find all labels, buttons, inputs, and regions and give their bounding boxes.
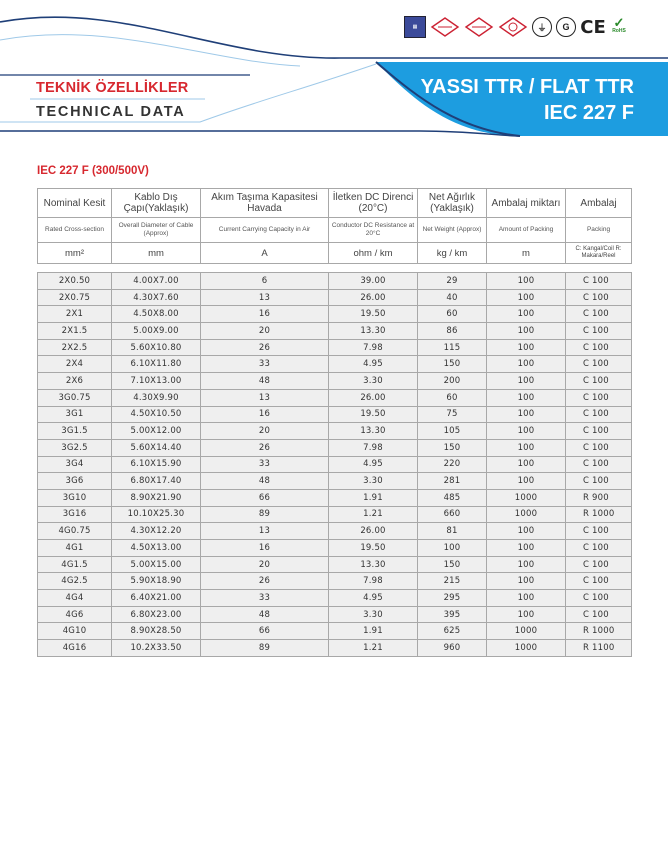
tse-icon bbox=[498, 17, 528, 37]
table-cell: 4G4 bbox=[38, 590, 112, 607]
column-subheader: Amount of Packing bbox=[487, 218, 566, 243]
table-cell: R 1100 bbox=[566, 640, 632, 657]
table-cell: 4.30X9.90 bbox=[112, 389, 201, 406]
table-cell: 4G6 bbox=[38, 606, 112, 623]
tse-circle-icon: G bbox=[556, 17, 576, 37]
table-cell: 6.40X21.00 bbox=[112, 590, 201, 607]
table-cell: 150 bbox=[418, 356, 487, 373]
table-cell: 2X1 bbox=[38, 306, 112, 323]
unit-label: m bbox=[487, 243, 566, 264]
table-cell: 6 bbox=[201, 273, 329, 290]
table-cell: 7.98 bbox=[329, 339, 418, 356]
product-standard: IEC 227 F bbox=[543, 102, 634, 124]
table-cell: 100 bbox=[487, 423, 566, 440]
table-cell: 660 bbox=[418, 506, 487, 523]
table-cell: C 100 bbox=[566, 606, 632, 623]
ground-icon: ⏚ bbox=[532, 17, 552, 37]
table-cell: 1.21 bbox=[329, 640, 418, 657]
table-cell: 4.30X7.60 bbox=[112, 289, 201, 306]
table-cell: 281 bbox=[418, 473, 487, 490]
table-cell: 6.80X17.40 bbox=[112, 473, 201, 490]
table-cell: 33 bbox=[201, 356, 329, 373]
table-cell: 5.00X12.00 bbox=[112, 423, 201, 440]
table-cell: C 100 bbox=[566, 289, 632, 306]
table-cell: C 100 bbox=[566, 356, 632, 373]
table-cell: R 1000 bbox=[566, 623, 632, 640]
table-cell: 4G1 bbox=[38, 540, 112, 557]
table-cell: C 100 bbox=[566, 306, 632, 323]
table-cell: 4.95 bbox=[329, 590, 418, 607]
table-cell: 66 bbox=[201, 489, 329, 506]
table-cell: 2X0.75 bbox=[38, 289, 112, 306]
product-banner-title bbox=[421, 74, 634, 126]
table-cell: 8.90X28.50 bbox=[112, 623, 201, 640]
header-spacer bbox=[38, 264, 632, 273]
table-cell: 1000 bbox=[487, 640, 566, 657]
table-row bbox=[38, 640, 632, 657]
table-cell: 89 bbox=[201, 506, 329, 523]
table-cell: C 100 bbox=[566, 423, 632, 440]
table-row bbox=[38, 473, 632, 490]
table-cell: 295 bbox=[418, 590, 487, 607]
table-cell: 1000 bbox=[487, 623, 566, 640]
table-cell: 100 bbox=[487, 373, 566, 390]
table-row bbox=[38, 573, 632, 590]
table-cell: 16 bbox=[201, 306, 329, 323]
table-row bbox=[38, 306, 632, 323]
table-cell: 26 bbox=[201, 573, 329, 590]
table-cell: 100 bbox=[487, 573, 566, 590]
table-cell: 100 bbox=[487, 523, 566, 540]
table-cell: C 100 bbox=[566, 323, 632, 340]
table-row bbox=[38, 456, 632, 473]
table-cell: 89 bbox=[201, 640, 329, 657]
column-header: Ambalaj miktarı bbox=[487, 189, 566, 218]
table-row bbox=[38, 389, 632, 406]
table-cell: C 100 bbox=[566, 389, 632, 406]
table-cell: C 100 bbox=[566, 540, 632, 557]
table-cell: 6.10X15.90 bbox=[112, 456, 201, 473]
table-cell: 200 bbox=[418, 373, 487, 390]
table-cell: 86 bbox=[418, 323, 487, 340]
table-cell: 5.90X18.90 bbox=[112, 573, 201, 590]
table-cell: 5.00X9.00 bbox=[112, 323, 201, 340]
table-cell: 3G16 bbox=[38, 506, 112, 523]
table-cell: 100 bbox=[487, 473, 566, 490]
column-header: Kablo Dış Çapı(Yaklaşık) bbox=[112, 189, 201, 218]
table-cell: 6.80X23.00 bbox=[112, 606, 201, 623]
unit-label: A bbox=[201, 243, 329, 264]
table-cell: 395 bbox=[418, 606, 487, 623]
table-cell: 100 bbox=[487, 590, 566, 607]
table-cell: 20 bbox=[201, 556, 329, 573]
table-cell: 60 bbox=[418, 306, 487, 323]
table-cell: 33 bbox=[201, 456, 329, 473]
table-cell: 100 bbox=[487, 389, 566, 406]
column-subheader: Packing bbox=[566, 218, 632, 243]
rohs-label: RoHS bbox=[612, 28, 626, 34]
table-cell: 13 bbox=[201, 289, 329, 306]
table-cell: 100 bbox=[418, 540, 487, 557]
column-header: Net Ağırlık (Yaklaşık) bbox=[418, 189, 487, 218]
column-header: Akım Taşıma Kapasitesi Havada bbox=[201, 189, 329, 218]
table-row bbox=[38, 606, 632, 623]
table-cell: 220 bbox=[418, 456, 487, 473]
table-cell: 33 bbox=[201, 590, 329, 607]
table-cell: 1.91 bbox=[329, 489, 418, 506]
page-header bbox=[0, 0, 668, 145]
table-cell: 26.00 bbox=[329, 389, 418, 406]
table-cell: C 100 bbox=[566, 573, 632, 590]
table-cell: 29 bbox=[418, 273, 487, 290]
table-cell: 75 bbox=[418, 406, 487, 423]
table-cell: 4.50X13.00 bbox=[112, 540, 201, 557]
table-cell: 4.95 bbox=[329, 356, 418, 373]
rohs-icon: ✓ RoHS bbox=[612, 15, 626, 34]
table-cell: 3G6 bbox=[38, 473, 112, 490]
ce-mark-icon: CE bbox=[580, 16, 606, 38]
table-cell: 7.98 bbox=[329, 573, 418, 590]
table-cell: 60 bbox=[418, 389, 487, 406]
table-cell: 115 bbox=[418, 339, 487, 356]
table-cell: 1000 bbox=[487, 506, 566, 523]
table-cell: 100 bbox=[487, 273, 566, 290]
table-cell: 16 bbox=[201, 540, 329, 557]
table-cell: 20 bbox=[201, 423, 329, 440]
table-cell: 2X6 bbox=[38, 373, 112, 390]
column-header: Ambalaj bbox=[566, 189, 632, 218]
table-cell: 4.95 bbox=[329, 456, 418, 473]
table-cell: 3G0.75 bbox=[38, 389, 112, 406]
table-cell: 13.30 bbox=[329, 323, 418, 340]
table-cell: C 100 bbox=[566, 473, 632, 490]
table-cell: 3G2.5 bbox=[38, 439, 112, 456]
cert-logo-icon: ▦ bbox=[404, 16, 426, 38]
table-cell: 4.30X12.20 bbox=[112, 523, 201, 540]
unit-label: mm² bbox=[38, 243, 112, 264]
table-row bbox=[38, 406, 632, 423]
table-cell: 100 bbox=[487, 606, 566, 623]
table-row bbox=[38, 356, 632, 373]
table-cell: 20 bbox=[201, 323, 329, 340]
table-cell: R 900 bbox=[566, 489, 632, 506]
table-cell: C 100 bbox=[566, 523, 632, 540]
table-cell: 5.60X10.80 bbox=[112, 339, 201, 356]
table-cell: 100 bbox=[487, 456, 566, 473]
table-cell: C 100 bbox=[566, 456, 632, 473]
table-cell: 100 bbox=[487, 339, 566, 356]
table-cell: 39.00 bbox=[329, 273, 418, 290]
table-body bbox=[38, 273, 632, 657]
table-cell: 100 bbox=[487, 439, 566, 456]
table-cell: 105 bbox=[418, 423, 487, 440]
table-cell: 13.30 bbox=[329, 556, 418, 573]
column-subheader: Rated Cross-section bbox=[38, 218, 112, 243]
table-cell: 26.00 bbox=[329, 523, 418, 540]
table-cell: 150 bbox=[418, 439, 487, 456]
table-cell: 13 bbox=[201, 523, 329, 540]
table-cell: 7.98 bbox=[329, 439, 418, 456]
column-subheader: Net Weight (Approx) bbox=[418, 218, 487, 243]
header-row-units bbox=[38, 243, 632, 264]
table-cell: 13 bbox=[201, 389, 329, 406]
table-cell: C 100 bbox=[566, 590, 632, 607]
technical-data-table bbox=[37, 188, 632, 657]
table-cell: 48 bbox=[201, 606, 329, 623]
table-cell: 10.10X25.30 bbox=[112, 506, 201, 523]
table-row bbox=[38, 439, 632, 456]
table-cell: 66 bbox=[201, 623, 329, 640]
table-cell: 3.30 bbox=[329, 606, 418, 623]
table-cell: 81 bbox=[418, 523, 487, 540]
table-cell: 4G0.75 bbox=[38, 523, 112, 540]
header-row-turkish bbox=[38, 189, 632, 218]
table-cell: 5.60X14.40 bbox=[112, 439, 201, 456]
table-cell: 2X2.5 bbox=[38, 339, 112, 356]
table-cell: 1.91 bbox=[329, 623, 418, 640]
table-cell: 19.50 bbox=[329, 306, 418, 323]
table-row bbox=[38, 540, 632, 557]
table-cell: 3G10 bbox=[38, 489, 112, 506]
table-cell: 3G1 bbox=[38, 406, 112, 423]
table-cell: 215 bbox=[418, 573, 487, 590]
table-cell: 7.10X13.00 bbox=[112, 373, 201, 390]
table-row bbox=[38, 590, 632, 607]
table-cell: 100 bbox=[487, 289, 566, 306]
table-cell: 2X0.50 bbox=[38, 273, 112, 290]
table-row bbox=[38, 289, 632, 306]
table-cell: 4.00X7.00 bbox=[112, 273, 201, 290]
table-cell: 1.21 bbox=[329, 506, 418, 523]
table-row bbox=[38, 623, 632, 640]
table-cell: 6.10X11.80 bbox=[112, 356, 201, 373]
table-cell: C 100 bbox=[566, 406, 632, 423]
tse-icon bbox=[464, 17, 494, 37]
title-turkish: TEKNİK ÖZELLİKLER bbox=[36, 80, 189, 96]
table-cell: 10.2X33.50 bbox=[112, 640, 201, 657]
table-cell: 485 bbox=[418, 489, 487, 506]
table-cell: 4.50X8.00 bbox=[112, 306, 201, 323]
table-cell: 625 bbox=[418, 623, 487, 640]
table-cell: C 100 bbox=[566, 339, 632, 356]
table-cell: 40 bbox=[418, 289, 487, 306]
table-cell: R 1000 bbox=[566, 506, 632, 523]
table-cell: 16 bbox=[201, 406, 329, 423]
table-row bbox=[38, 273, 632, 290]
table-cell: 4G1.5 bbox=[38, 556, 112, 573]
table-cell: 3.30 bbox=[329, 473, 418, 490]
table-cell: C 100 bbox=[566, 556, 632, 573]
table-cell: 3G1.5 bbox=[38, 423, 112, 440]
unit-label: mm bbox=[112, 243, 201, 264]
table-cell: 100 bbox=[487, 406, 566, 423]
table-cell: 4.50X10.50 bbox=[112, 406, 201, 423]
table-cell: 1000 bbox=[487, 489, 566, 506]
product-name: YASSI TTR / FLAT TTR bbox=[420, 76, 634, 98]
table-cell: 19.50 bbox=[329, 540, 418, 557]
table-row bbox=[38, 423, 632, 440]
column-subheader: Overall Diameter of Cable (Approx) bbox=[112, 218, 201, 243]
tse-icon bbox=[430, 17, 460, 37]
column-subheader: Current Carrying Capacity in Air bbox=[201, 218, 329, 243]
table-cell: 26.00 bbox=[329, 289, 418, 306]
table-cell: 2X4 bbox=[38, 356, 112, 373]
unit-label: C: Kangal/Coil R: Makara/Reel bbox=[566, 243, 632, 264]
table-cell: 100 bbox=[487, 306, 566, 323]
table-cell: 19.50 bbox=[329, 406, 418, 423]
table-cell: 100 bbox=[487, 323, 566, 340]
title-english: TECHNICAL DATA bbox=[36, 104, 186, 120]
table-row bbox=[38, 339, 632, 356]
table-row bbox=[38, 489, 632, 506]
table-cell: 100 bbox=[487, 556, 566, 573]
column-header: Nominal Kesit bbox=[38, 189, 112, 218]
table-cell: C 100 bbox=[566, 439, 632, 456]
table-row bbox=[38, 523, 632, 540]
table-cell: 960 bbox=[418, 640, 487, 657]
table-cell: 100 bbox=[487, 540, 566, 557]
table-cell: 150 bbox=[418, 556, 487, 573]
table-row bbox=[38, 556, 632, 573]
column-subheader: Conductor DC Resistance at 20°C bbox=[329, 218, 418, 243]
table-cell: 48 bbox=[201, 473, 329, 490]
table-cell: 5.00X15.00 bbox=[112, 556, 201, 573]
table-cell: 13.30 bbox=[329, 423, 418, 440]
table-cell: 26 bbox=[201, 339, 329, 356]
section-title: IEC 227 F (300/500V) bbox=[37, 165, 149, 177]
table-row bbox=[38, 506, 632, 523]
certification-logos bbox=[404, 14, 634, 40]
table-cell: 2X1.5 bbox=[38, 323, 112, 340]
table-cell: C 100 bbox=[566, 373, 632, 390]
table-cell: 8.90X21.90 bbox=[112, 489, 201, 506]
table-cell: 48 bbox=[201, 373, 329, 390]
table-cell: 26 bbox=[201, 439, 329, 456]
column-header: İletken DC Direnci (20°C) bbox=[329, 189, 418, 218]
unit-label: kg / km bbox=[418, 243, 487, 264]
table-row bbox=[38, 323, 632, 340]
table-cell: C 100 bbox=[566, 273, 632, 290]
table-cell: 4G16 bbox=[38, 640, 112, 657]
table-cell: 3G4 bbox=[38, 456, 112, 473]
table-cell: 3.30 bbox=[329, 373, 418, 390]
table-row bbox=[38, 373, 632, 390]
table-cell: 4G10 bbox=[38, 623, 112, 640]
table-cell: 100 bbox=[487, 356, 566, 373]
unit-label: ohm / km bbox=[329, 243, 418, 264]
table-cell: 4G2.5 bbox=[38, 573, 112, 590]
header-row-english bbox=[38, 218, 632, 243]
